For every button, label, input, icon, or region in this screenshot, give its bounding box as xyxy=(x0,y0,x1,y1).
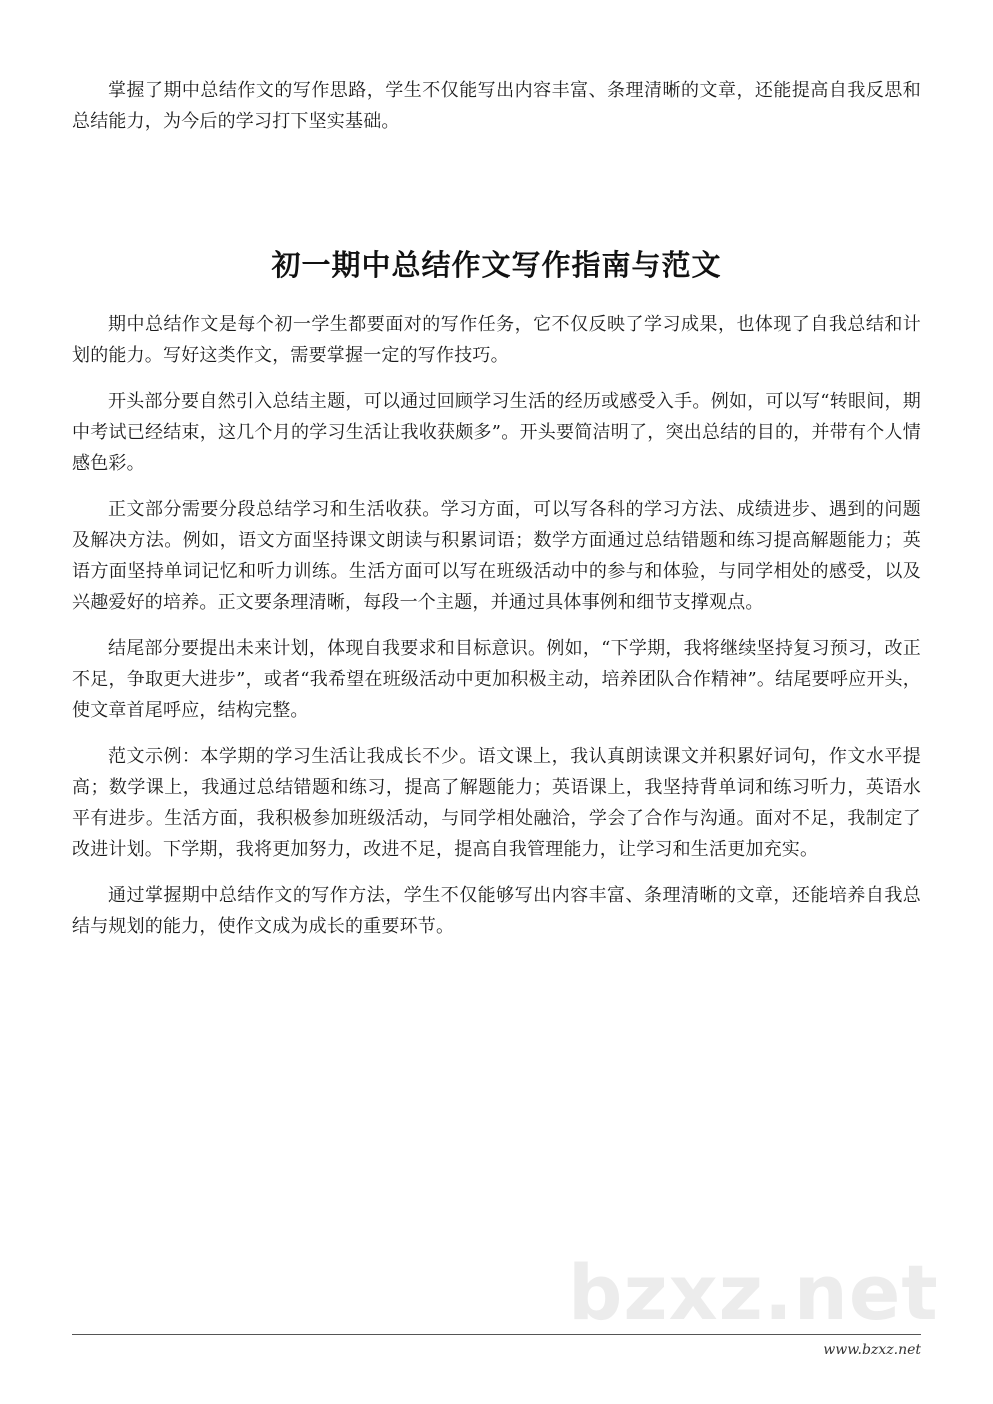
article-paragraph-intro: 期中总结作文是每个初一学生都要面对的写作任务，它不仅反映了学习成果，也体现了自我总结和计划的能力。写好这类作文，需要掌握一定的写作技巧。 xyxy=(72,314,921,366)
article-paragraph-ending: 结尾部分要提出未来计划，体现自我要求和目标意识。例如，“下学期，我将继续坚持复习预习，改正不足，争取更大进步”，或者“我希望在班级活动中更加积极主动，培养团队合作精神”。结尾要呼应开头，使文章首尾呼应，结构完整。 xyxy=(72,638,921,721)
article-title: 初一期中总结作文写作指南与范文 xyxy=(271,248,722,282)
intro-section xyxy=(72,75,921,137)
footer-divider xyxy=(72,1334,921,1335)
article-paragraph-main-body: 正文部分需要分段总结学习和生活收获。学习方面，可以写各科的学习方法、成绩进步、遇到的问题及解决方法。例如，语文方面坚持课文朗读与积累词语；数学方面通过总结错题和练习提高解题能力；英语方面坚持单词记忆和听力训练。生活方面可以写在班级活动中的参与和体验，与同学相处的感受，以及兴趣爱好的培养。正文要条理清晰，每段一个主题，并通过具体事例和细节支撑观点。 xyxy=(72,499,921,613)
watermark-logo: bzxz.net xyxy=(568,1248,939,1337)
footer-url: www.bzxz.net xyxy=(823,1342,921,1358)
article-body xyxy=(72,309,921,957)
article-paragraph-opening: 开头部分要自然引入总结主题，可以通过回顾学习生活的经历或感受入手。例如，可以写“转眼间，期中考试已经结束，这几个月的学习生活让我收获颇多”。开头要简洁明了，突出总结的目的，并带有个人情感色彩。 xyxy=(72,391,921,474)
intro-paragraph: 掌握了期中总结作文的写作思路，学生不仅能写出内容丰富、条理清晰的文章，还能提高自我反思和总结能力，为今后的学习打下坚实基础。 xyxy=(72,80,921,132)
article-paragraph-sample: 范文示例：本学期的学习生活让我成长不少。语文课上，我认真朗读课文并积累好词句，作文水平提高；数学课上，我通过总结错题和练习，提高了解题能力；英语课上，我坚持背单词和练习听力，英语水平有进步。生活方面，我积极参加班级活动，与同学相处融洽，学会了合作与沟通。面对不足，我制定了改进计划。下学期，我将更加努力，改进不足，提高自我管理能力，让学习和生活更加充实。 xyxy=(72,746,921,860)
article-paragraph-conclusion: 通过掌握期中总结作文的写作方法，学生不仅能够写出内容丰富、条理清晰的文章，还能培养自我总结与规划的能力，使作文成为成长的重要环节。 xyxy=(72,885,921,937)
